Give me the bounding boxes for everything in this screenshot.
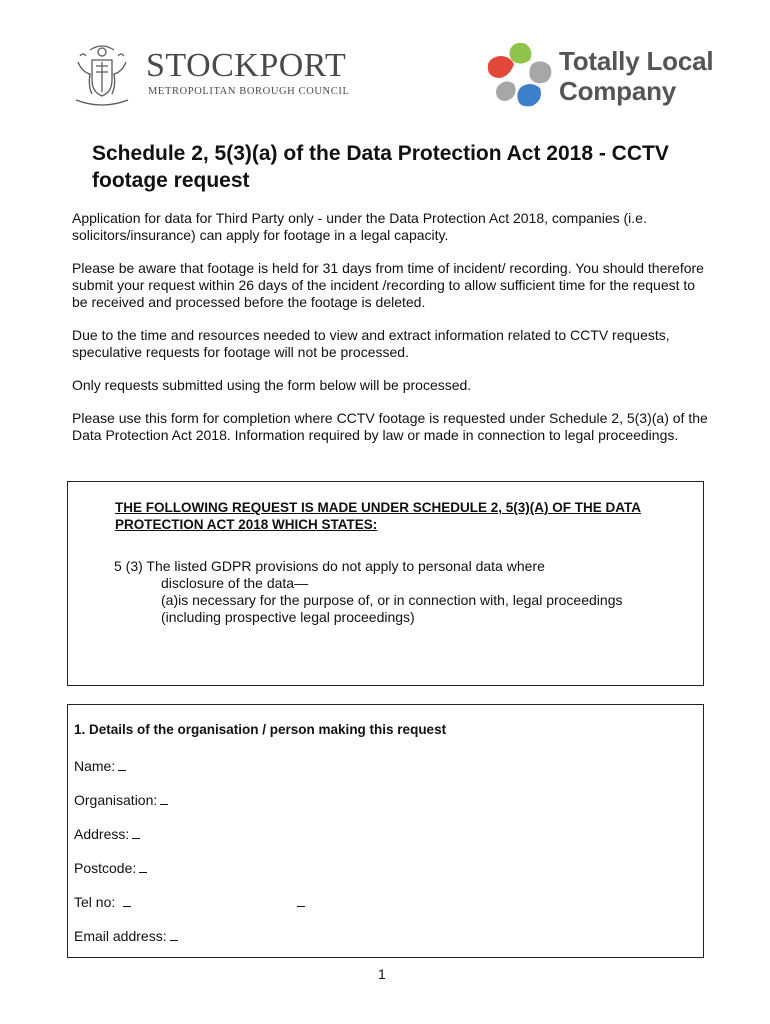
tel-input[interactable] (123, 894, 131, 907)
legal-line-1: 5 (3) The listed GDPR provisions do not apply to personal data where (114, 558, 545, 574)
address-input[interactable] (132, 826, 140, 839)
tel-field[interactable] (74, 894, 131, 910)
tel-label: Tel no: (74, 894, 116, 910)
email-field[interactable] (74, 928, 178, 944)
email-input[interactable] (170, 928, 178, 941)
legal-line-4: (including prospective legal proceedings) (161, 609, 415, 625)
document-title: Schedule 2, 5(3)(a) of the Data Protection Act 2018 - CCTV footage request (92, 142, 669, 192)
retention-paragraph: Please be aware that footage is held for 31 days from time of incident/ recording. You should therefore submit your request within 26 days of the incident /recording to allow sufficient time for the request to be received and processed before the footage is deleted. (72, 260, 704, 310)
organisation-label: Organisation: (74, 792, 158, 808)
tel-second-field[interactable] (294, 894, 305, 910)
name-input[interactable] (118, 758, 126, 771)
section-heading: 1. Details of the organisation / person making this request (74, 722, 447, 737)
totally-local-company-logo (484, 42, 714, 112)
company-name-line2: Company (559, 76, 677, 106)
intro-paragraph: Application for data for Third Party only - under the Data Protection Act 2018, companies (i.e. solicitors/insurance) can apply for footage in a legal capacity. (72, 210, 647, 243)
organisation-input[interactable] (160, 792, 168, 805)
council-subtitle: METROPOLITAN BOROUGH COUNCIL (148, 86, 350, 97)
postcode-input[interactable] (139, 860, 147, 873)
usage-paragraph: Please use this form for completion where CCTV footage is requested under Schedule 2, 5(3)(a) of the Data Protection Act 2018. Information required by law or made in connection to legal proceedings. (72, 410, 708, 443)
page-number: 1 (378, 966, 386, 982)
postcode-field[interactable] (74, 860, 147, 876)
legal-line-3: (a)is necessary for the purpose of, or in connection with, legal proceedings (161, 592, 623, 608)
stockport-council-logo (72, 44, 372, 106)
company-name-line1: Totally Local (559, 46, 714, 76)
name-field[interactable] (74, 758, 126, 774)
council-name: STOCKPORT (146, 47, 347, 84)
petal-logo-icon (484, 42, 564, 112)
tel-second-input[interactable] (297, 894, 305, 907)
organisation-field[interactable] (74, 792, 168, 808)
speculative-requests-paragraph: Due to the time and resources needed to view and extract information related to CCTV requests, speculative requests for footage will not be processed. (72, 327, 670, 360)
form-only-paragraph: Only requests submitted using the form below will be processed. (72, 377, 472, 393)
coat-of-arms-icon (72, 44, 132, 106)
postcode-label: Postcode: (74, 860, 137, 876)
requester-details-section (67, 704, 704, 958)
email-label: Email address: (74, 928, 167, 944)
name-label: Name: (74, 758, 116, 774)
legal-basis-text (114, 558, 694, 626)
legal-basis-heading: THE FOLLOWING REQUEST IS MADE UNDER SCHEDULE 2, 5(3)(A) OF THE DATA PROTECTION ACT 2018 WHICH STATES: (115, 500, 642, 532)
address-field[interactable] (74, 826, 140, 842)
legal-line-2: disclosure of the data— (161, 575, 309, 591)
address-label: Address: (74, 826, 130, 842)
legal-basis-box (67, 481, 704, 686)
